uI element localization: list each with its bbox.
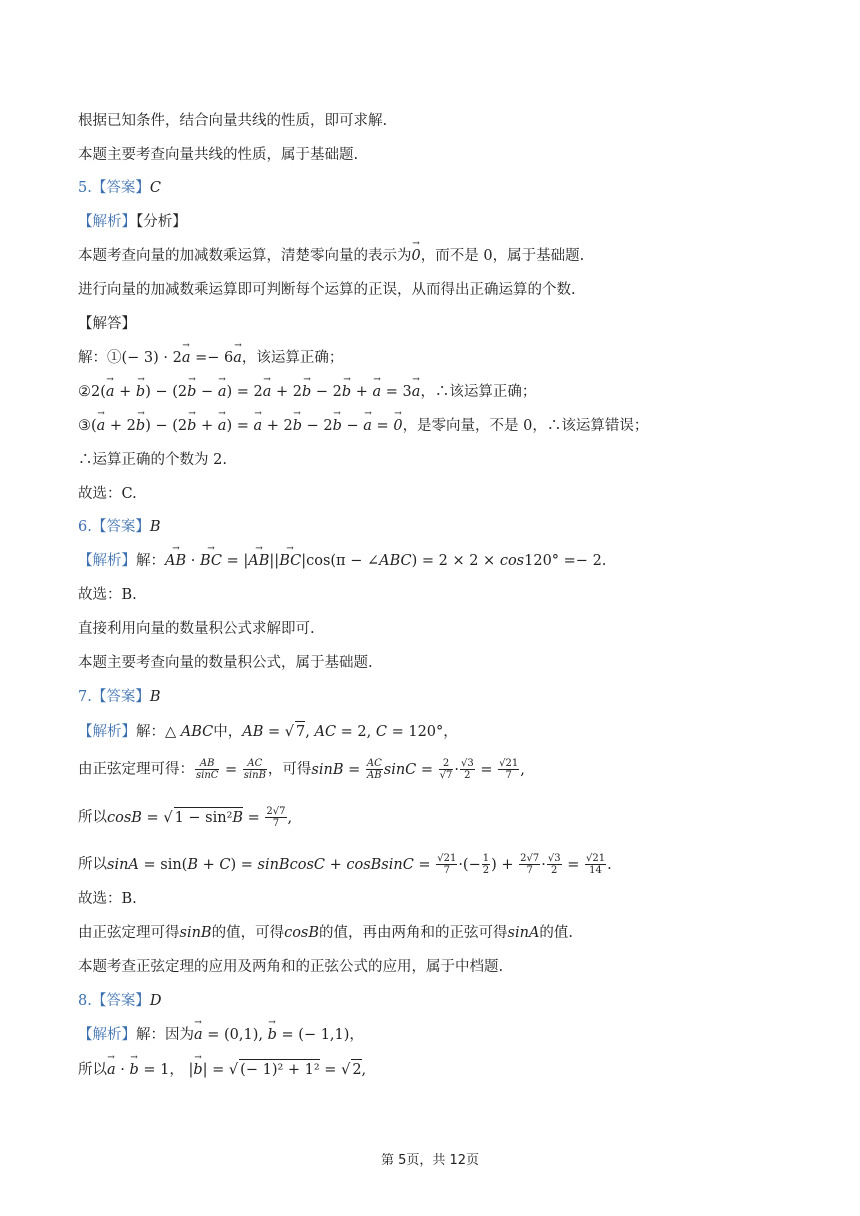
q6-formula: AB → · BC → = |AB →||BC →|cos(π − ∠ABC) = 2 × 2 × cos120° =− 2.: [165, 553, 606, 569]
q8-suoyi: 所以: [78, 1062, 107, 1078]
q6-note-2: 本题主要考查向量的数量积公式，属于基础题.: [78, 655, 373, 671]
q5-answer-tag: 【答案】: [91, 180, 150, 196]
intro-line-1: 根据已知条件，结合向量共线的性质，即可求解.: [78, 113, 388, 129]
q6-answer: B: [149, 519, 161, 535]
q7-note1b: 的值，可得: [211, 925, 285, 941]
q6-analysis-line: [78, 551, 606, 571]
q7-jie: 解：: [136, 724, 165, 740]
page-footer: 第 5页，共 12页: [380, 1153, 480, 1168]
intro-line-2: 本题主要考查向量共线的性质，属于基础题.: [78, 147, 359, 163]
q7-suoyi-2: 所以: [78, 856, 107, 873]
q7-note-2: 本题考查正弦定理的应用及两角和的正弦公式的应用，属于中档题.: [78, 959, 504, 975]
q8-jie-prefix: 解：因为: [136, 1027, 194, 1043]
q7-note1d: 的值.: [539, 925, 574, 941]
q7-choose: 故选：B.: [78, 891, 137, 907]
q8-given: a → = (0,1), b → = (− 1,1)，: [194, 1027, 364, 1043]
q5-answer-line: [78, 178, 161, 198]
q8-answer: D: [149, 993, 162, 1009]
q7-given: AB = √ 7, AC = 2, C = 120°，: [242, 724, 458, 740]
q7-analysis-tag: 【解析】: [78, 724, 136, 740]
q7-kede: ，可得: [267, 761, 312, 778]
q5-step2-formula: ②2(a → + b →) − (2b → − a →) = 2a → + 2b → − 2b → + a → = 3a →: [78, 384, 420, 400]
q8-analysis-tag: 【解析】: [78, 1027, 136, 1043]
q8-answer-line: [78, 991, 161, 1011]
q8-formula: a → · b → = 1， |b →| = √ (− 1)² + 1² = √ 2,: [107, 1062, 366, 1078]
q5-step-2: [78, 382, 536, 402]
q7-sinb-formula: sinB = $\frac{AC}{AB}$ sinC = $\frac{2}{√7}$ · $\frac{√3}{2}$ = $\frac{√21}{7}$ ,: [311, 758, 525, 781]
q7-answer-tag: 【答案】: [91, 689, 150, 705]
q7-sina-formula: sinA = sin(B + C) = sinBcosC + cosBsinC = $\frac{√21}{7}$ ·(− $\frac{1}{2}$ ) + $\frac{2√7}{7}$ · $\frac{√3}{2}$ = $\frac{√21}{14}$ .: [107, 853, 612, 876]
q7-answer: B: [149, 689, 161, 705]
q5-step-1: [78, 348, 343, 368]
q7-note-1: [78, 923, 573, 943]
q5-fenxi-1b: ，而不是 0，属于基础题.: [420, 248, 585, 264]
q5-fenxi-1a: 本题考查向量的加减数乘运算，清楚零向量的表示为: [78, 248, 412, 264]
q7-number: 7.: [78, 689, 92, 705]
q7-law-of-sines: [78, 758, 525, 781]
q7-note-sina: sinA: [507, 925, 540, 941]
q6-jie: 解：: [136, 553, 165, 569]
q7-note-sinb: sinB: [179, 925, 212, 941]
q5-step-3: [78, 416, 648, 436]
q5-analysis-line: [78, 212, 187, 232]
q7-zhong: 中，: [213, 724, 243, 740]
q6-note-1: 直接利用向量的数量积公式求解即可.: [78, 621, 315, 637]
q7-cosb-formula: cosB = √ 1 − sin²B = $\frac{2√7}{7}$ ,: [107, 806, 293, 829]
q7-answer-line: [78, 687, 161, 707]
q5-step1-formula: (− 3) · 2a → =− 6a →: [122, 350, 242, 366]
q7-note1a: 由正弦定理可得: [78, 925, 180, 941]
q6-choose: 故选：B.: [78, 587, 137, 603]
q7-note1c: 的值，再由两角和的正弦可得: [319, 925, 508, 941]
q5-fenxi-line-1: [78, 246, 584, 266]
q5-answer: C: [149, 180, 161, 196]
q7-note-cosb: cosB: [284, 925, 320, 941]
q5-step3-note: ，是零向量，不是 0，∴该运算错误；: [402, 418, 649, 434]
q5-jieda-tag: 【解答】: [78, 316, 136, 332]
q7-triangle: △ ABC: [165, 724, 214, 740]
q8-number: 8.: [78, 993, 92, 1009]
q5-choose: 故选：C.: [78, 486, 137, 502]
q8-answer-tag: 【答案】: [91, 993, 150, 1009]
q7-law-prefix: 由正弦定理可得：: [78, 761, 194, 778]
q5-fenxi-tag: 【分析】: [136, 214, 187, 230]
q7-suoyi-1: 所以: [78, 809, 107, 826]
q6-analysis-tag: 【解析】: [78, 553, 136, 569]
q8-analysis-line: [78, 1025, 364, 1045]
q6-answer-tag: 【答案】: [91, 519, 150, 535]
q5-step3-formula: ③(a → + 2b →) − (2b → + a →) = a → + 2b → − 2b → − a → = 0 →: [78, 418, 403, 434]
q6-number: 6.: [78, 519, 92, 535]
q5-fenxi-line-2: 进行向量的加减数乘运算即可判断每个运算的正误，从而得出正确运算的个数.: [78, 282, 576, 298]
zero-vector: 0 →: [412, 246, 421, 266]
q5-conclusion: ∴运算正确的个数为 2.: [78, 452, 227, 468]
q7-law-formula: $\frac{AB}{\sin C}$ = $\frac{AC}{\sin B}$: [196, 758, 266, 781]
q6-answer-line: [78, 517, 161, 537]
q5-step2-note: ，∴该运算正确；: [420, 384, 537, 400]
q5-number: 5.: [78, 180, 92, 196]
q5-step1-prefix: 解：①: [78, 350, 122, 366]
q5-analysis-tag: 【解析】: [78, 214, 136, 230]
q7-cosb: [78, 806, 292, 829]
q8-dot-product: [78, 1059, 366, 1080]
q7-sina: [78, 853, 612, 876]
q7-analysis-line: [78, 721, 458, 742]
q5-step1-note: ，该运算正确；: [241, 350, 344, 366]
